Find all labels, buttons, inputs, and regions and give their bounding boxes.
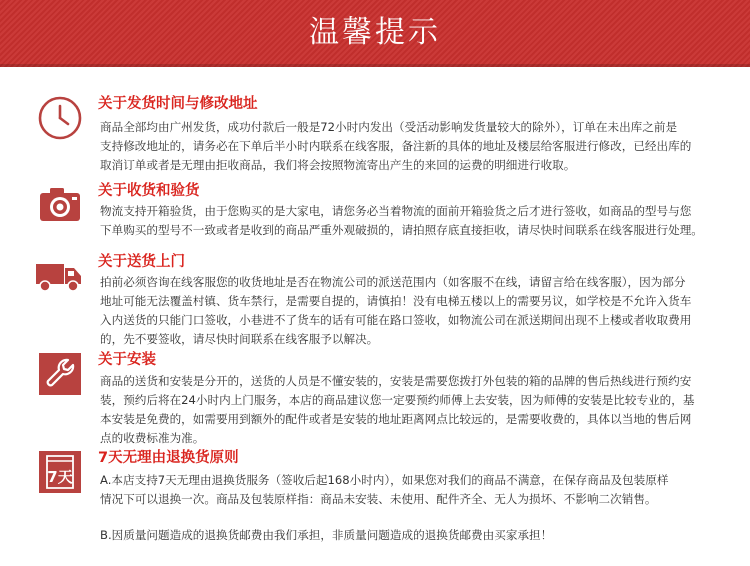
text-line: 入内送货的只能门口签收，小巷进不了货车的话有可能在路口签收，如物流公司在派送期间出现不上楼或者收取费用 [100, 313, 692, 327]
section-title-installation: 关于安装 [98, 352, 156, 368]
text-line: 的，先不要签收，请尽快时间联系在线客服予以解决。 [100, 332, 379, 346]
text-line: 装，预约后将在24小时内上门服务，本店的商品建议您一定要预约师傅上去安装，因为师傅的安装是比较专业的，基 [100, 393, 695, 407]
header-banner [0, 0, 750, 67]
text-line: 商品全部均由广州发货，成功付款后一般是72小时内发出（受活动影响发货量较大的除外），订单在未出库之前是 [100, 120, 678, 134]
text-line: 本安装是免费的，如需要用到额外的配件或者是安装的地址距离网点比较远的，是需要收费的，具体以当地的售后网 [100, 412, 692, 426]
section-title-returns: 7天无理由退换货原则 [98, 450, 239, 466]
text-line: 点的收费标准为准。 [100, 431, 205, 445]
calendar-7-days-icon [38, 450, 82, 494]
section-body-delivery [100, 273, 730, 349]
section-body-receiving [100, 202, 730, 240]
text-line: 拍前必须咨询在线客服您的收货地址是否在物流公司的派送范围内（如客服不在线，请留言给在线客服），因为部分 [100, 275, 686, 289]
text-line: 商品的送货和安装是分开的，送货的人员是不懂安装的，安装是需要您拨打外包装的箱的品牌的售后热线进行预约安 [100, 374, 692, 388]
truck-icon [35, 254, 83, 298]
section-body-returns [100, 471, 730, 509]
text-line: 地址可能无法覆盖村镇、货车禁行，是需要自提的，请慎拍！没有电梯五楼以上的需要另议，如学校是不允许入货车 [100, 294, 692, 308]
camera-icon [38, 183, 82, 227]
text-line: A.本店支持7天无理由退换货服务（签收后起168小时内），如果您对我们的商品不满意，在保存商品及包装原样 [100, 473, 669, 487]
text-line: 物流支持开箱验货，由于您购买的是大家电，请您务必当着物流的面前开箱验货之后才进行签收，如商品的型号与您 [100, 204, 692, 218]
page-title: 温馨提示 [309, 15, 441, 50]
text-line: 取消订单或者是无理由拒收商品，我们将会按照物流寄出产生的来回的运费的明细进行收取。 [100, 158, 576, 172]
section-body-shipping [100, 118, 730, 175]
returns-shipping-note [100, 526, 730, 545]
text-line: B.因质量问题造成的退换货邮费由我们承担，非质量问题造成的退换货邮费由买家承担！ [100, 528, 553, 542]
wrench-icon [38, 352, 82, 396]
text-line: 支持修改地址的，请务必在下单后半小时内联系在线客服，备注新的具体的地址及楼层给客服进行修改，已经出库的 [100, 139, 692, 153]
section-title-shipping: 关于发货时间与修改地址 [98, 96, 258, 112]
clock-icon [38, 96, 82, 140]
text-line: 情况下可以退换一次。商品及包装原样指：商品未安装、未使用、配件齐全、无人为损坏、不影响二次销售。 [100, 492, 657, 506]
section-title-receiving: 关于收货和验货 [98, 183, 200, 199]
svg-text:7天: 7天 [47, 468, 73, 486]
section-body-installation [100, 372, 730, 448]
section-title-delivery: 关于送货上门 [98, 254, 185, 270]
text-line: 下单购买的型号不一致或者是收到的商品严重外观破损的，请拍照存底直接拒收，请尽快时间联系在线客服进行处理。 [100, 223, 703, 237]
